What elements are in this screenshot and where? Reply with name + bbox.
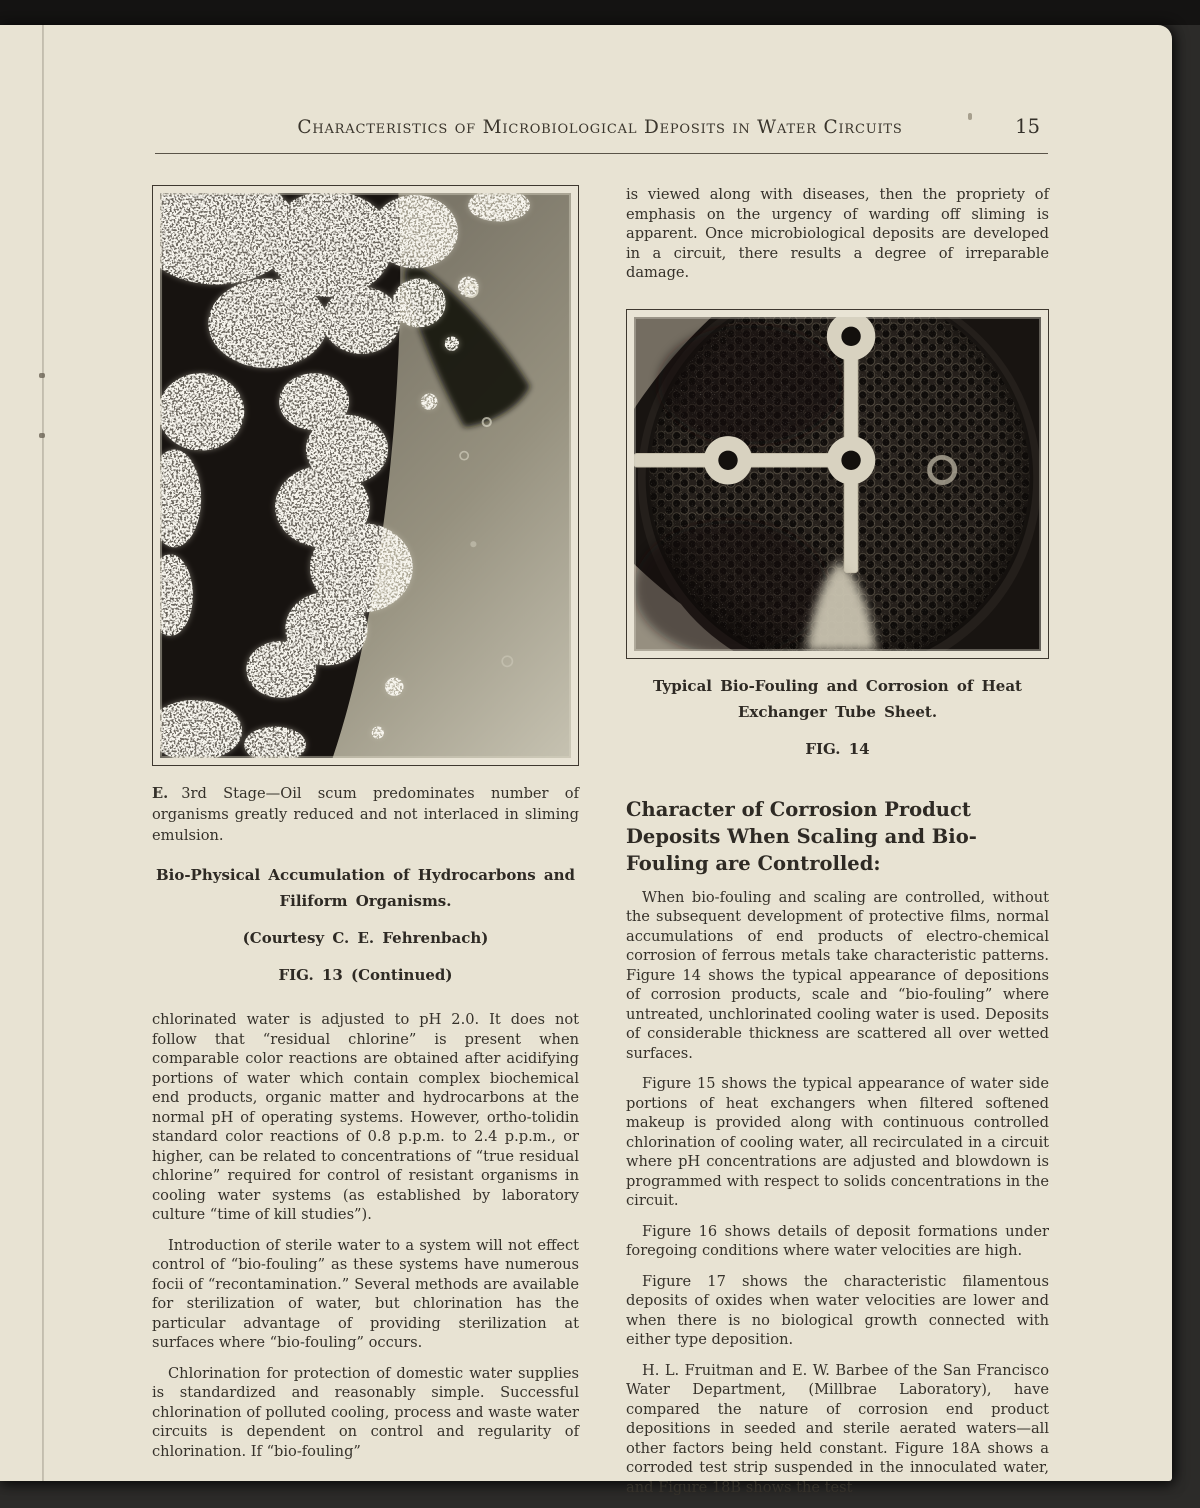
paragraph: Figure 15 shows the typical appearance of water side portions of heat exchangers when filtered softened makeup is provided along with continuous controlled chlorination of cooling water, all recirculated in a circuit where pH concentrations are adjusted and blowdown is programmed with respect to solids concentrations in the circuit. bbox=[626, 1075, 1049, 1209]
paragraph: Chlorination for protection of domestic water supplies is standardized and reasonably simple. Successful chlorination of polluted cooling, process and waste water circuits is dependent on control and regularity of chlorination. If “bio-fouling” bbox=[152, 1364, 579, 1460]
binding-crease bbox=[42, 25, 44, 1481]
right-column bbox=[626, 185, 1049, 1508]
section-heading: Character of Corrosion Product Deposits When Scaling and Bio-Fouling are Controlled: bbox=[626, 797, 977, 875]
figure-13-label: FIG. 13 (Continued) bbox=[278, 966, 453, 984]
figure-14-photo bbox=[634, 317, 1041, 651]
figure-14-caption: Typical Bio-Fouling and Corrosion of Heat Exchanger Tube Sheet. bbox=[653, 676, 1022, 721]
figure-13-courtesy: (Courtesy C. E. Fehrenbach) bbox=[242, 929, 489, 947]
figure-13-caption bbox=[152, 783, 579, 846]
paragraph: chlorinated water is adjusted to pH 2.0. It does not follow that “residual chlorine” is present when comparable color reactions are obtained after acidifying portions of water which contain complex biochemical end products, organic matter and hydrocarbons at the normal pH of operating systems. However, ortho-tolidin standard color reactions of 0.8 p.p.m. to 2.4 p.p.m., or higher, can be related to concentrations of “true residual chlorine” required for control of resistant organisms in cooling water systems (as established by laboratory culture “time of kill studies”). bbox=[152, 1011, 579, 1223]
paragraph: is viewed along with diseases, then the propriety of emphasis on the urgency of warding off sliming is apparent. Once microbiological deposits are developed in a circuit, there results a degree of irreparable damage. bbox=[626, 186, 1049, 281]
paragraph: Figure 16 shows details of deposit formations under foregoing conditions where water velocities are high. bbox=[626, 1222, 1049, 1259]
figure-13-caption-label: E. bbox=[152, 785, 169, 802]
figure-13-photo bbox=[160, 193, 571, 758]
staple-mark bbox=[39, 373, 45, 378]
figure-14-frame bbox=[626, 309, 1049, 659]
paragraph: When bio-fouling and scaling are controlled, without the subsequent development of protective films, normal accumulations of end products of electro-chemical corrosion of ferrous metals take characteristic patterns. Figure 14 shows the typical appearance of depositions of corrosion products, scale and “bio-fouling” where untreated, unchlorinated cooling water is used. Deposits of considerable thickness are scattered all over wetted surfaces. bbox=[626, 888, 1049, 1062]
paragraph: H. L. Fruitman and E. W. Barbee of the San Francisco Water Department, (Millbrae Laboratory), have compared the nature of corrosion end product depositions in seeded and sterile aerated waters—all other factors being held constant. Figure 18A shows a corroded test strip suspended in the innoculated water, and Figure 18B shows the test bbox=[626, 1361, 1049, 1496]
staple-mark bbox=[39, 433, 45, 438]
figure-13-caption-text: 3rd Stage—Oil scum predominates number of organisms greatly reduced and not interlaced in sliming emulsion. bbox=[152, 785, 579, 844]
figure-13-frame bbox=[152, 185, 579, 766]
book-page bbox=[0, 25, 1172, 1496]
header-rule bbox=[155, 153, 1048, 154]
page-title: Characteristics of Microbiological Deposits in Water Circuits bbox=[297, 117, 903, 138]
figure-14-label: FIG. 14 bbox=[805, 739, 870, 758]
paragraph: Figure 17 shows the characteristic filamentous deposits of oxides when water velocities are lower and when there is no biological growth connected with either type deposition. bbox=[626, 1272, 1049, 1348]
figure-13-subcaption: Bio-Physical Accumulation of Hydrocarbons and Filiform Organisms. bbox=[155, 866, 576, 910]
left-column bbox=[152, 185, 579, 1472]
running-header bbox=[152, 117, 1048, 138]
paragraph: Introduction of sterile water to a system will not effect control of “bio-fouling” as these systems have numerous focii of “recontamination.” Several methods are available for sterilization of water, but chlorination has the particular advantage of providing sterilization at surfaces where “bio-fouling” occurs. bbox=[152, 1236, 579, 1351]
scan-top-shadow bbox=[0, 0, 1200, 25]
page-number: 15 bbox=[1015, 115, 1040, 138]
